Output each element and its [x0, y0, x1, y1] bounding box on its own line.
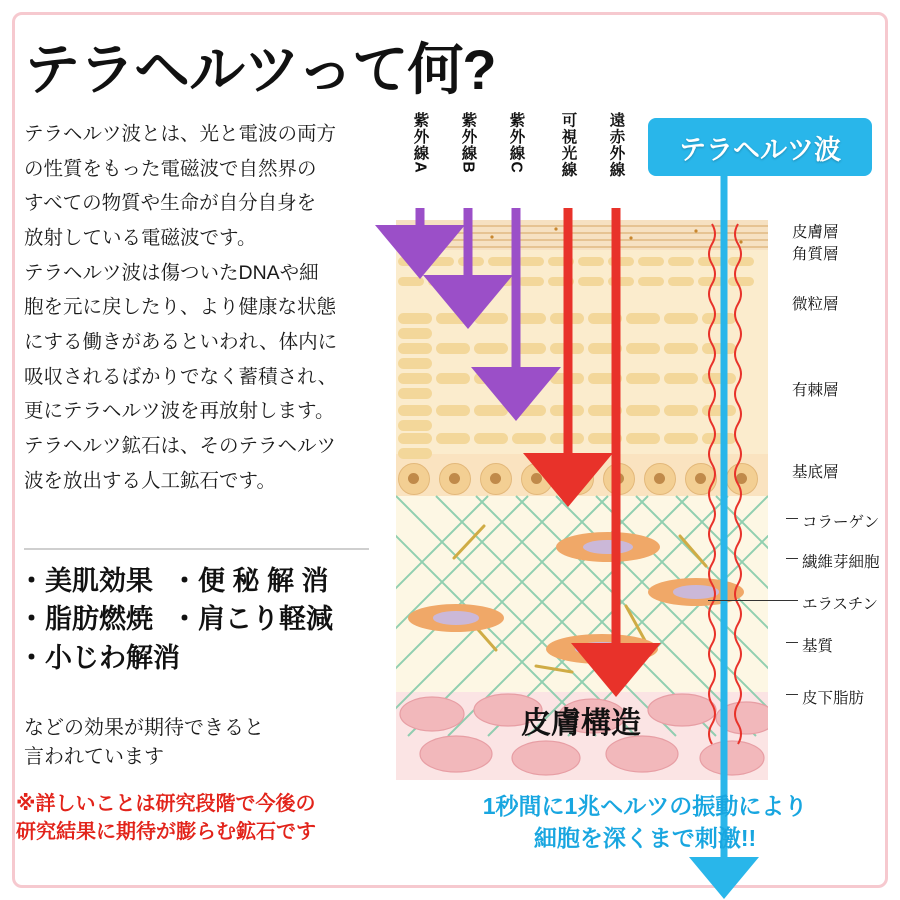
description-line: すべての物質や生命が自分自身を	[24, 192, 317, 215]
note-line: 言われています	[24, 746, 164, 768]
ray-label-uvc: 紫外線C	[507, 112, 525, 174]
disclaimer-line: 研究結果に期待が膨らむ鉱石です	[16, 821, 316, 844]
layer-label-spinous: 有棘層	[792, 382, 839, 399]
layer-label-subcutaneous: 皮下脂肪	[802, 690, 865, 707]
fibroblast	[546, 634, 658, 664]
layer-label-list	[780, 220, 890, 780]
fibroblast	[648, 578, 744, 606]
layer-label-elastin: エラスチン	[802, 596, 878, 613]
benefit-item: ・肩こり軽減	[171, 604, 333, 635]
ray-label-uvb: 紫外線B	[459, 112, 477, 174]
cell-row	[396, 310, 768, 342]
description-line: テラヘルツ鉱石は、そのテラヘルツ	[24, 434, 337, 457]
layer-label-fibroblast: 繊維芽細胞	[802, 554, 880, 571]
description-line: テラヘルツ波とは、光と電波の両方	[24, 123, 337, 145]
description-line: の性質をもった電磁波で自然界の	[24, 157, 317, 180]
benefit-row	[18, 562, 388, 600]
description-line: 波を放出する人工鉱石です。	[24, 469, 276, 492]
cell-row	[396, 370, 768, 402]
ray-label-far-ir: 遠赤外線	[607, 112, 625, 178]
cell-row	[396, 254, 768, 269]
benefit-item: ・小じわ解消	[18, 642, 180, 673]
horny-stripes	[396, 220, 768, 250]
layer-label-matrix: 基質	[802, 638, 834, 655]
description-block	[24, 120, 374, 501]
note-line: などの効果が期待できると	[24, 717, 264, 739]
disclaimer	[16, 790, 394, 847]
description-line: 胞を元に戻したり、より健康な状態	[24, 296, 337, 319]
layer-label-skin: 皮膚層	[792, 224, 839, 241]
ray-label-uva: 紫外線A	[411, 112, 429, 174]
benefits-list	[18, 562, 388, 677]
layer-label-horny: 角質層	[792, 246, 839, 263]
fibroblast	[556, 532, 660, 562]
cell-row	[396, 430, 768, 462]
description-line: テラヘルツ波は傷ついたDNAや細	[24, 261, 319, 284]
layer-label-granular: 微粒層	[792, 296, 839, 313]
benefit-item: ・脂肪燃焼	[18, 604, 153, 635]
layer-label-basal: 基底層	[792, 464, 839, 481]
page-title: テラヘルツって何?	[24, 38, 496, 101]
fibroblast	[408, 604, 504, 632]
benefit-item: ・便 秘 解 消	[171, 566, 329, 596]
skin-diagram	[396, 112, 882, 872]
bottom-caption-line: 1秒間に1兆ヘルツの振動により	[482, 793, 808, 819]
terahertz-badge: テラヘルツ波	[648, 118, 872, 176]
skin-cross-section	[396, 220, 768, 780]
ray-label-visible: 可視光線	[559, 112, 577, 178]
bottom-caption-line: 細胞を深くまで刺激!!	[533, 825, 757, 852]
benefit-row	[18, 639, 388, 677]
benefit-row	[18, 600, 388, 638]
layer-label-collagen: コラーゲン	[802, 514, 880, 531]
divider	[24, 548, 369, 550]
diagram-caption: 皮膚構造	[521, 707, 641, 740]
effects-note	[24, 714, 384, 772]
description-line: 放射している電磁波です。	[24, 226, 257, 249]
cell-row	[396, 274, 768, 289]
description-line: にする働きがあるといわれ、体内に	[24, 330, 338, 353]
basal-cell-row	[396, 460, 768, 498]
description-line: 更にテラヘルツ波を再放射します。	[24, 400, 335, 423]
description-line: 吸収されるばかりでなく蓄積され、	[24, 365, 338, 388]
benefit-item: ・美肌効果	[18, 566, 153, 596]
bottom-caption	[400, 790, 890, 854]
cell-row	[396, 340, 768, 372]
disclaimer-line: ※詳しいことは研究段階で今後の	[16, 793, 316, 815]
